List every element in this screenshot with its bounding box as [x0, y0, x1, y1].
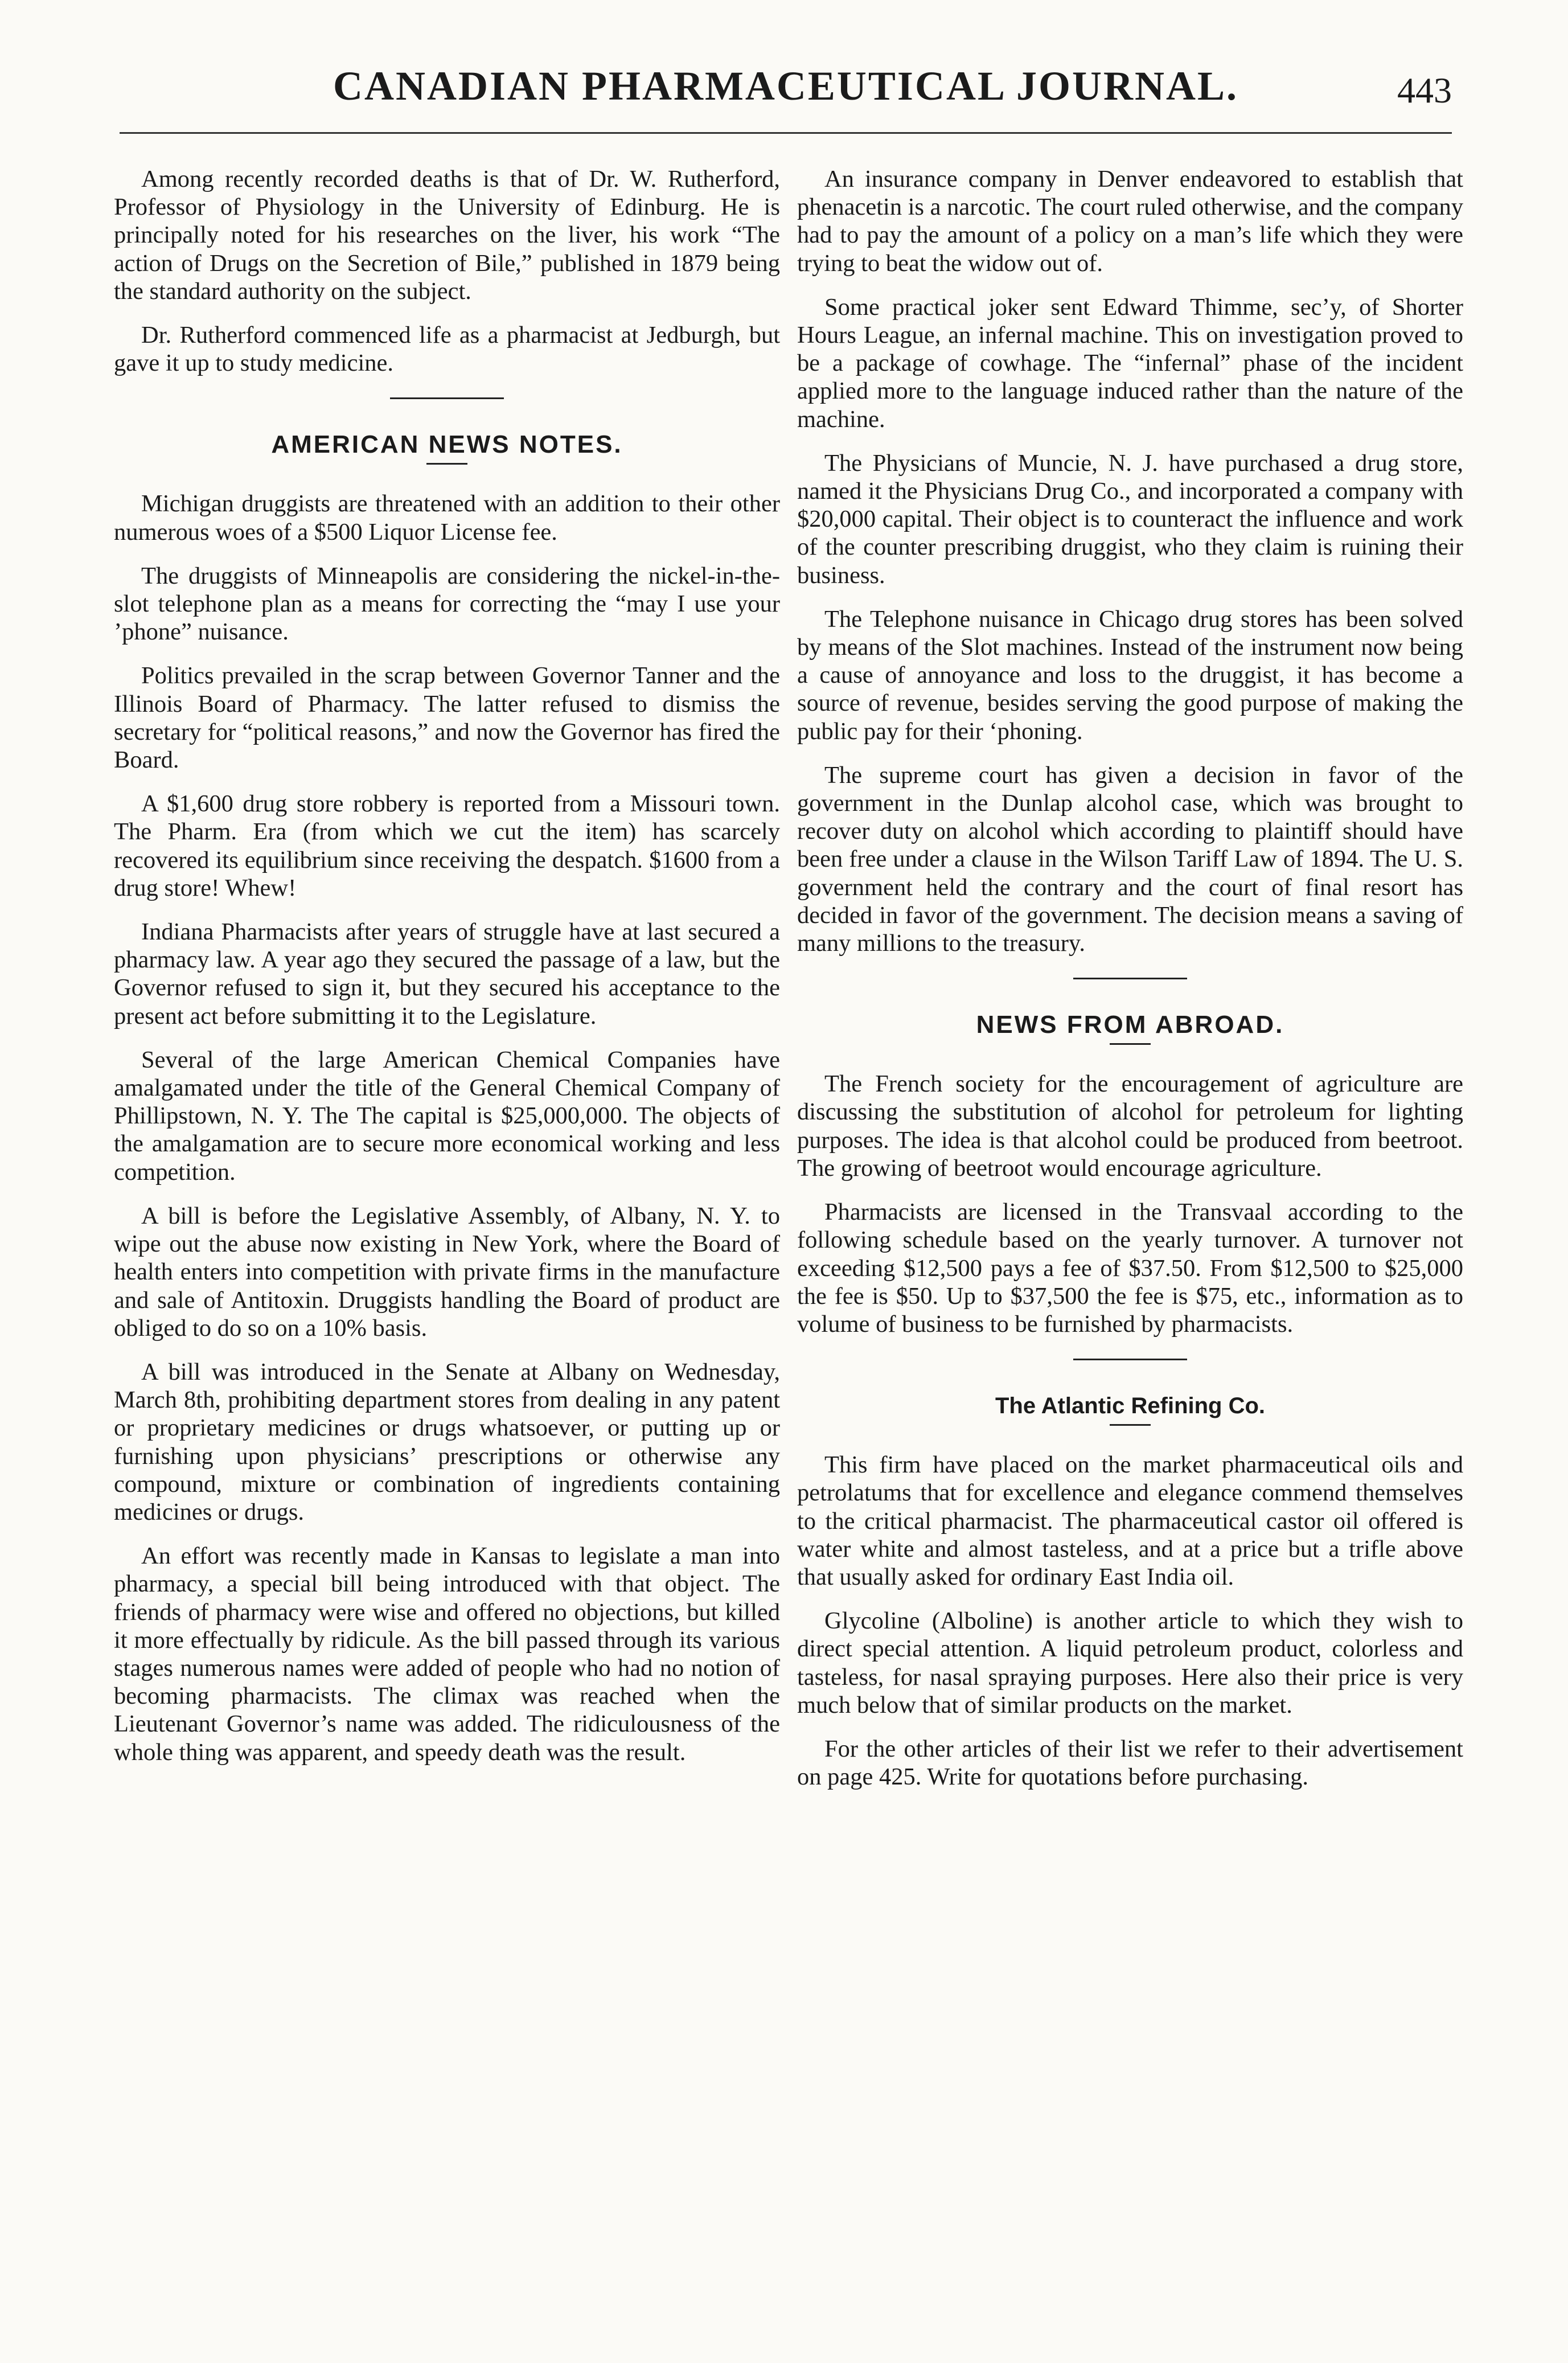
heading-underline: [1110, 1043, 1151, 1045]
news-paragraph: An insurance company in Denver endeavored to establish that phenacetin is a narcotic. The court ruled otherwise, and the company had to pay the amount of a policy on a man’s life which they were trying to beat the widow out of.: [797, 166, 1463, 277]
news-paragraph: A $1,600 drug store robbery is reported from a Missouri town. The Pharm. Era (from which we cut the item) has scarcely recovered its equilibrium since receiving the despatch. $1600 from a drug store! Whew!: [114, 790, 780, 901]
header-rule: [120, 132, 1452, 134]
news-paragraph: A bill was introduced in the Senate at Albany on Wednesday, March 8th, prohibiting department stores from dealing in any patent or proprietary medicines or drugs whatsoever, or putting up or furnishing upon physicians’ prescriptions or otherwise any compound, mixture or combination of ingredients containing medicines or drugs.: [114, 1358, 780, 1525]
american-news-heading: AMERICAN NEWS NOTES.: [271, 430, 623, 459]
obituary-paragraph: Among recently recorded deaths is that of Dr. W. Rutherford, Professor of Physiology in the University of Edinburg. He is principally noted for his researches on the liver, his work “The action of Drugs on the Secretion of Bile,” published in 1879 being the standard authority on the subject.: [114, 166, 780, 305]
news-paragraph: The Telephone nuisance in Chicago drug stores has been solved by means of the Slot machines. Instead of the instrument now being a cause of annoyance and loss to the druggist, it has become a source of revenue, besides serving the good purpose of making the public pay for their ‘phoning.: [797, 605, 1463, 745]
advert-paragraph: Glycoline (Alboline) is another article to which they wish to direct special attention. A liquid petroleum product, colorless and tasteless, for nasal spraying purposes. Here also their price is very much below that of similar products on the market.: [797, 1607, 1463, 1718]
page-number: 443: [1397, 70, 1452, 110]
atlantic-refining-heading: The Atlantic Refining Co.: [995, 1393, 1266, 1419]
heading-underline: [1110, 1424, 1151, 1426]
news-paragraph: An effort was recently made in Kansas to legislate a man into pharmacy, a special bill being introduced with that object. The friends of pharmacy were wise and offered no objections, but killed it more effectually by ridicule. As the bill passed through its various stages numerous names were added of people who had no notion of becoming pharmacists. The climax was reached when the Lieutenant Governor’s name was added. The ridiculousness of the whole thing was apparent, and speedy death was the result.: [114, 1542, 780, 1766]
advert-paragraph: This firm have placed on the market pharmaceutical oils and petrolatums that for excellence and elegance commend themselves to the critical pharmacist. The pharmaceutical castor oil offered is water white and almost tasteless, and at a price but a trifle above that usually asked for ordinary East India oil.: [797, 1451, 1463, 1590]
page-header: [120, 46, 1452, 114]
section-divider: [1073, 978, 1187, 979]
news-paragraph: Politics prevailed in the scrap between Governor Tanner and the Illinois Board of Pharmacy. The latter refused to dismiss the secretary for “political reasons,” and now the Governor has fired the Board.: [114, 662, 780, 774]
news-paragraph: Indiana Pharmacists after years of struggle have at last secured a pharmacy law. A year ago they secured the passage of a law, but the Governor refused to sign it, but they secured his acceptance to the present act before submitting it to the Legislature.: [114, 918, 780, 1029]
advert-paragraph: For the other articles of their list we refer to their advertisement on page 425. Write for quotations before purchasing.: [797, 1735, 1463, 1791]
news-paragraph: A bill is before the Legislative Assembly, of Albany, N. Y. to wipe out the abuse now existing in New York, where the Board of health enters into competition with private firms in the manufacture and sale of Antitoxin. Druggists handling the Board of product are obliged to do so on a 10% basis.: [114, 1202, 780, 1342]
news-paragraph: Some practical joker sent Edward Thimme, sec’y, of Shorter Hours League, an infernal machine. This on investigation proved to be a package of cowhage. The “infernal” phase of the incident applied more to the language induced rather than the nature of the machine.: [797, 293, 1463, 433]
news-paragraph: Several of the large American Chemical Companies have amalgamated under the title of the General Chemical Company of Phillipstown, N. Y. The The capital is $25,000,000. The objects of the amalgamation are to secure more economical working and less competition.: [114, 1046, 780, 1185]
news-paragraph: Michigan druggists are threatened with an addition to their other numerous woes of a $500 Liquor License fee.: [114, 490, 780, 545]
news-paragraph: Pharmacists are licensed in the Transvaal according to the following schedule based on the yearly turnover. A turnover not exceeding $12,500 pays a fee of $37.50. From $12,500 to $25,000 the fee is $50. Up to $37,500 the fee is $75, etc., information as to volume of business to be furnished by pharmacists.: [797, 1199, 1463, 1338]
news-paragraph: The Physicians of Muncie, N. J. have purchased a drug store, named it the Physicians Drug Co., and incorporated a company with $20,000 capital. Their object is to counteract the influence and work of the counter prescribing druggist, who they claim is ruining their business.: [797, 449, 1463, 589]
heading-underline: [426, 463, 467, 465]
news-paragraph: The French society for the encouragement of agriculture are discussing the substitution of alcohol for petroleum for lighting purposes. The idea is that alcohol could be produced from beetroot. The growing of beetroot would encourage agriculture.: [797, 1070, 1463, 1182]
section-divider: [1073, 1359, 1187, 1360]
news-paragraph: The supreme court has given a decision in favor of the government in the Dunlap alcohol case, which was brought to recover duty on alcohol which according to plaintiff should have been free under a clause in the Wilson Tariff Law of 1894. The U. S. government held the contrary and the court of final resort has decided in favor of the government. The decision means a saving of many millions to the treasury.: [797, 761, 1463, 957]
left-column: [114, 165, 780, 1782]
right-column: [797, 165, 1463, 1807]
news-from-abroad-heading: NEWS FROM ABROAD.: [976, 1011, 1284, 1039]
journal-title: CANADIAN PHARMACEUTICAL JOURNAL.: [333, 63, 1239, 109]
section-divider: [390, 397, 504, 399]
obituary-paragraph: Dr. Rutherford commenced life as a pharmacist at Jedburgh, but gave it up to study medicine.: [114, 322, 780, 377]
news-paragraph: The druggists of Minneapolis are considering the nickel-in-the-slot telephone plan as a means for correcting the “may I use your ’phone” nuisance.: [114, 562, 780, 646]
